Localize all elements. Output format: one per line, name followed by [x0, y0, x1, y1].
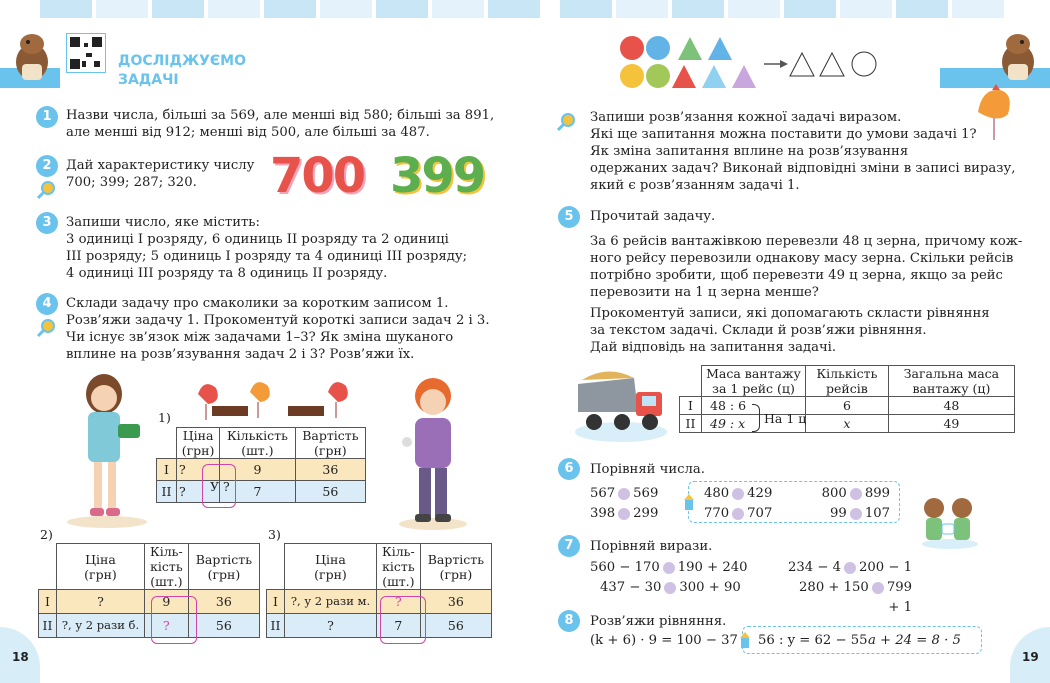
number-value: 800 — [821, 486, 847, 501]
table-2-label: 2) — [40, 527, 53, 542]
compare-pair — [784, 558, 912, 578]
task-2-text: Дай характеристику числу 700; 399; 287; 320. — [66, 158, 255, 190]
comparison-note: У ? — [210, 479, 230, 494]
brace-icon — [752, 404, 760, 432]
expression-value: 799 + 1 — [886, 580, 912, 615]
task-5-problem: За 6 рейсів вантажівкою перевезли 48 ц зерна, причому кож- ного рейсу перевозили однакову масу зерна. Скільки рейсів потрібно зробити, щоб перевезти 49 ц зерна, якщо за рейс перевозити на 1 ц зерна менше? — [590, 234, 1023, 300]
compare-pair — [784, 578, 912, 618]
comparison-slot[interactable] — [663, 562, 675, 574]
expression-value: 280 + 150 — [799, 580, 869, 595]
table-cell: 9 — [220, 459, 296, 481]
table-cell: ІІ — [267, 614, 285, 638]
table-cell: ? — [145, 614, 189, 638]
table-2 — [38, 543, 260, 638]
table-header-cell: Кількість (шт.) — [220, 428, 296, 459]
house-marker-icon — [684, 494, 694, 510]
table-cell-value: ? — [179, 484, 186, 499]
brace-label: На 1 ц — [764, 411, 807, 426]
table-cell: ?, у 2 рази м. — [285, 590, 377, 614]
table-corner — [680, 366, 702, 397]
magnifier-icon — [36, 318, 56, 338]
table-header-cell: Загальна маса вантажу (ц) — [888, 366, 1014, 397]
compare-pair — [590, 484, 658, 504]
capybara-mascot-right-icon — [994, 28, 1042, 83]
number-value: 569 — [633, 486, 659, 501]
house-marker-icon — [740, 632, 750, 648]
table-cell: І — [39, 590, 57, 614]
compare-pair — [590, 504, 658, 524]
equation-1: (k + 6) · 9 = 100 − 37 — [590, 633, 738, 648]
task-8-title: Розв’яжи рівняння. — [590, 614, 727, 629]
task-7-title: Порівняй вирази. — [590, 539, 713, 554]
capybara-mascot-icon — [8, 28, 56, 83]
quantity-highlight — [380, 596, 426, 644]
expression-value: 300 + 90 — [679, 580, 741, 595]
table-header-cell: Ціна (грн) — [57, 544, 145, 590]
table-row — [39, 590, 260, 614]
task-5-title: Прочитай задачу. — [590, 209, 716, 224]
table-cell: ? — [377, 590, 421, 614]
expressions-right — [784, 558, 912, 618]
table-cell: 7 — [220, 481, 296, 503]
table-cell: ? — [285, 614, 377, 638]
comparison-slot[interactable] — [618, 508, 630, 520]
task-number-3: 3 — [36, 212, 58, 234]
title-line-1: ДОСЛІДЖУЄМО — [118, 53, 246, 69]
table-header-cell: Вартість (грн) — [188, 544, 259, 590]
table-cell: 49 — [888, 415, 1014, 433]
page-number-left: 18 — [12, 650, 29, 664]
number-value: 107 — [864, 506, 890, 521]
table-cell: ІІ — [157, 481, 177, 503]
expression-value: 190 + 240 — [677, 560, 748, 575]
table-row — [680, 397, 1015, 415]
comparison-slot[interactable] — [844, 562, 856, 574]
kids-seesaw-icon — [920, 494, 980, 550]
table-cell: 56 — [420, 614, 491, 638]
compare-pair — [704, 484, 772, 504]
table-cell: 49 : x — [702, 415, 806, 433]
table-cell: 36 — [188, 590, 259, 614]
title-line-2: ЗАДАЧІ — [118, 72, 179, 88]
number-value: 707 — [747, 506, 773, 521]
table-cell: ?, у 2 рази б. — [57, 614, 145, 638]
table-cell: 9 — [145, 590, 189, 614]
page-number-right: 19 — [1022, 650, 1039, 664]
task-expression-text: Запиши розв’язання кожної задачі виразом. Які ще запитання можна поставити до умови задачі 1? Як зміна запитання вплине на розв’язування одержаних задач? Виконай відповідні зміни в записі виразу, який є розв’язанням задачі 1. — [590, 110, 1016, 193]
decorative-number-399: 399 — [390, 148, 485, 204]
table-header-cell: Вартість (грн) — [295, 428, 365, 459]
table-cell-value: ? — [179, 462, 186, 477]
table-1-label: 1) — [158, 410, 171, 425]
girl-illustration-icon — [62, 372, 152, 530]
number-value: 480 — [704, 486, 730, 501]
expression-value: 560 − 170 — [590, 560, 660, 575]
compare-pair — [816, 484, 890, 504]
top-stripe-left — [40, 0, 544, 18]
equation-2: 56 : y = 62 − 55 — [758, 633, 868, 648]
number-value: 299 — [633, 506, 659, 521]
task-4-text: Склади задачу про смаколики за коротким записом 1. Розв’яжи задачу 1. Прокоментуй короткі записи задач 2 і 3. Чи існує зв’язок між задачами 1–3? Як зміна шуканого вплине на розв’язування задач 2 і 3? Розв’яжи їх. — [66, 296, 490, 362]
task-1-text: Назви числа, більші за 569, але менші від 580; більші за 891, але менші від 912; менші від 500, але більші за 487. — [66, 108, 495, 140]
number-value: 567 — [590, 486, 616, 501]
quantity-highlight — [151, 596, 197, 644]
task-number-7: 7 — [558, 535, 580, 557]
table-3-label: 3) — [268, 527, 281, 542]
table-cell: 36 — [420, 590, 491, 614]
task-number-1: 1 — [36, 106, 58, 128]
compare-pair — [590, 578, 748, 598]
boy-illustration-icon — [395, 372, 473, 532]
comparison-slot[interactable] — [618, 488, 630, 500]
table-row — [267, 544, 492, 590]
sweets-illustration-icon — [188, 372, 358, 422]
task-5-instructions: Прокоментуй записи, які допомагають скласти рівняння за текстом задачі. Склади й розв’яжи рівняння. Дай відповідь на запитання задачі. — [590, 306, 990, 355]
table-cell: І — [680, 397, 702, 415]
task-number-2: 2 — [36, 155, 58, 177]
magnifier-icon — [36, 180, 56, 200]
table-1 — [156, 427, 366, 503]
table-corner — [157, 428, 177, 459]
table-cell: 56 — [188, 614, 259, 638]
table-header-cell: Кіль- кість (шт.) — [145, 544, 189, 590]
expression-value: 200 − 1 — [859, 560, 912, 575]
number-value: 99 — [830, 506, 847, 521]
table-cell: x — [806, 415, 889, 433]
table-cell: 48 : 6 — [702, 397, 806, 415]
table-corner — [39, 544, 57, 590]
table-cell: 36 — [295, 459, 365, 481]
table-cell: 56 — [295, 481, 365, 503]
comparison-slot[interactable] — [872, 582, 884, 594]
table-cell: 6 — [806, 397, 889, 415]
qr-code-icon[interactable] — [66, 33, 106, 73]
table-row — [39, 544, 260, 590]
comparison-slot[interactable] — [732, 488, 744, 500]
dump-truck-icon — [574, 362, 668, 444]
table-header-cell: Ціна (грн) — [285, 544, 377, 590]
expression-value: 234 − 4 — [788, 560, 841, 575]
table-cell: ? — [57, 590, 145, 614]
top-stripe-right — [560, 0, 1008, 18]
comparison-slot[interactable] — [732, 508, 744, 520]
table-cell: ІІ — [39, 614, 57, 638]
table-cell: ІІ — [680, 415, 702, 433]
table-corner — [267, 544, 285, 590]
table-row — [157, 481, 366, 503]
table-row — [680, 366, 1015, 397]
number-value: 770 — [704, 506, 730, 521]
compare-pair — [590, 558, 748, 578]
table-row — [267, 614, 492, 638]
table-5 — [679, 365, 1015, 433]
comparison-slot[interactable] — [850, 488, 862, 500]
shapes-sequence-icon — [618, 34, 888, 92]
comparison-slot[interactable] — [850, 508, 862, 520]
table-3 — [266, 543, 492, 638]
table-cell: І — [157, 459, 177, 481]
task-3-text: Запиши число, яке містить: 3 одиниці І розряду, 6 одиниць ІІ розряду та 2 одиниці ІІІ розряду; 5 одиниць І розряду та 4 одиниці ІІІ розряду; 4 одиниці ІІІ розряду та 8 одиниць ІІ розряду. — [66, 215, 468, 281]
compare-numbers-col-1 — [590, 484, 658, 524]
table-header-cell: Кількість рейсів — [806, 366, 889, 397]
equation-3: a + 24 = 8 · 5 — [868, 633, 961, 648]
table-row — [267, 590, 492, 614]
number-value: 899 — [864, 486, 890, 501]
task-number-8: 8 — [558, 610, 580, 632]
compare-numbers-col-3 — [816, 484, 890, 524]
table-header-cell: Ціна (грн) — [177, 428, 220, 459]
number-value: 429 — [747, 486, 773, 501]
number-value: 398 — [590, 506, 616, 521]
task-6-title: Порівняй числа. — [590, 462, 705, 477]
compare-numbers-col-2 — [704, 484, 772, 524]
expressions-left — [590, 558, 748, 598]
table-cell: І — [267, 590, 285, 614]
table-row — [157, 459, 366, 481]
compare-pair — [704, 504, 772, 524]
table-header-cell: Маса вантажу за 1 рейс (ц) — [702, 366, 806, 397]
task-number-5: 5 — [558, 206, 580, 228]
table-row — [680, 415, 1015, 433]
table-cell: 48 — [888, 397, 1014, 415]
table-cell: 7 — [377, 614, 421, 638]
table-row — [157, 428, 366, 459]
table-header-cell: Вартість (грн) — [420, 544, 491, 590]
table-row — [39, 614, 260, 638]
magnifier-icon — [556, 112, 576, 132]
decorative-number-700: 700 — [270, 148, 365, 204]
compare-pair — [816, 504, 890, 524]
page-title — [118, 52, 246, 90]
task-number-6: 6 — [558, 458, 580, 480]
task-number-4: 4 — [36, 293, 58, 315]
comparison-slot[interactable] — [664, 582, 676, 594]
table-header-cell: Кіль- кість (шт.) — [377, 544, 421, 590]
expression-value: 437 − 30 — [600, 580, 662, 595]
